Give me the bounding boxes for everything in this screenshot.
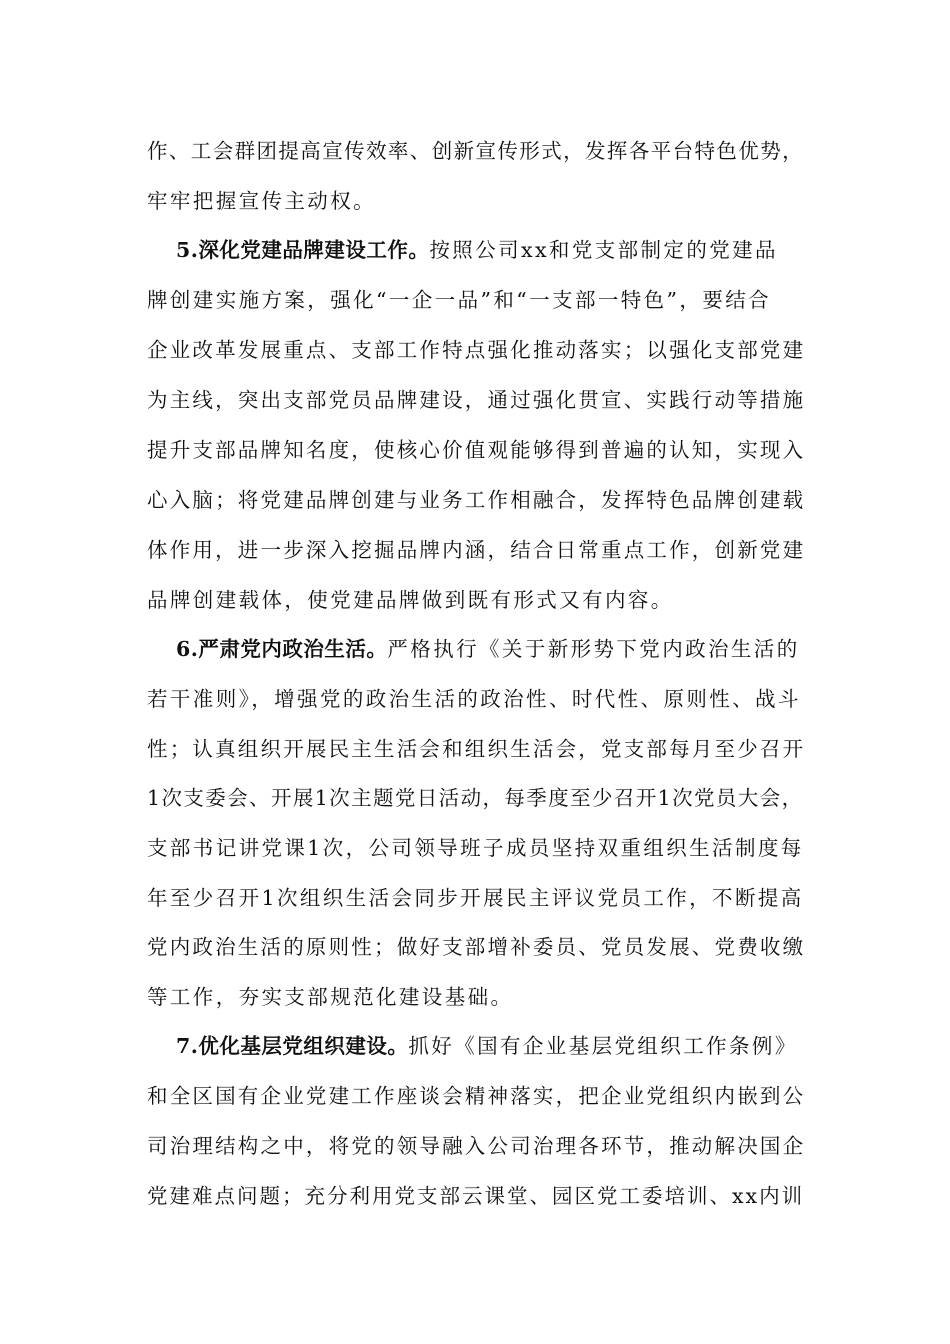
line-text: 和全区国有企业党建工作座谈会精神落实，把企业党组织内嵌到公 [147,1084,806,1108]
section-7-first-line [176,1036,798,1057]
paragraph-line [147,540,805,561]
paragraph-line [147,888,804,909]
line-text: 牢牢把握宣传主动权。 [147,189,376,213]
line-text: 企业改革发展重点、支部工作特点强化推动落实；以强化支部党建 [147,338,806,362]
line-text: 1次支委会、开展1次主题党日活动，每季度至少召开1次党员大会， [147,786,804,810]
line-text: 为主线，突出支部党员品牌建设，通过强化贯宣、实践行动等措施 [147,388,806,412]
paragraph-line [147,937,805,958]
paragraph-line [147,1136,805,1157]
paragraph-line [147,440,805,461]
paragraph-line [147,788,804,809]
line-text: 司治理结构之中，将党的领导融入公司治理各环节，推动解决国企 [147,1134,806,1158]
paragraph-line [147,191,376,212]
paragraph-line [147,689,801,710]
line-text: 等工作，夯实支部规范化建设基础。 [147,985,514,1009]
paragraph-line [147,340,805,361]
line-text: 牌创建实施方案，强化“一企一品”和“一支部一特色”，要结合 [147,288,772,312]
paragraph-line [147,739,805,760]
line-text: 年至少召开1次组织生活会同步开展民主评议党员工作，不断提高 [147,886,804,910]
line-text: 提升支部品牌知名度，使核心价值观能够得到普遍的认知，实现入 [147,438,806,462]
section-5-first-line [176,240,778,261]
paragraph-line [147,1186,804,1207]
section-heading: 7.优化基层党组织建设。 [176,1034,409,1058]
paragraph-line [147,290,771,311]
line-text: 心入脑；将党建品牌创建与业务工作相融合，发挥特色品牌创建载 [147,488,806,512]
line-text: 支部书记讲党课1次，公司领导班子成员坚持双重组织生活制度每 [147,836,804,860]
line-text: 抓好《国有企业基层党组织工作条例》 [408,1034,798,1058]
paragraph-line [147,590,674,611]
paragraph-line [147,490,805,511]
paragraph-line [147,141,804,162]
line-text: 按照公司xx和党支部制定的党建品 [429,238,778,262]
line-text: 品牌创建载体，使党建品牌做到既有形式又有内容。 [147,588,674,612]
paragraph-line [147,838,804,859]
line-text: 作、工会群团提高宣传效率、创新宣传形式，发挥各平台特色优势， [147,139,804,163]
line-text: 党内政治生活的原则性；做好支部增补委员、党员发展、党费收缴 [147,935,806,959]
section-heading: 5.深化党建品牌建设工作。 [176,238,430,262]
section-heading: 6.严肃党内政治生活。 [176,637,388,661]
line-text: 党建难点问题；充分利用党支部云课堂、园区党工委培训、xx内训 [147,1184,805,1208]
line-text: 性；认真组织开展民主生活会和组织生活会，党支部每月至少召开 [147,737,806,761]
line-text: 体作用，进一步深入挖掘品牌内涵，结合日常重点工作，创新党建 [147,538,806,562]
paragraph-line [147,987,513,1008]
paragraph-line [147,390,805,411]
line-text: 严格执行《关于新形势下党内政治生活的 [387,637,800,661]
section-6-first-line [176,639,800,660]
line-text: 若干准则》，增强党的政治生活的政治性、时代性、原则性、战斗 [147,687,801,711]
paragraph-line [147,1086,805,1107]
